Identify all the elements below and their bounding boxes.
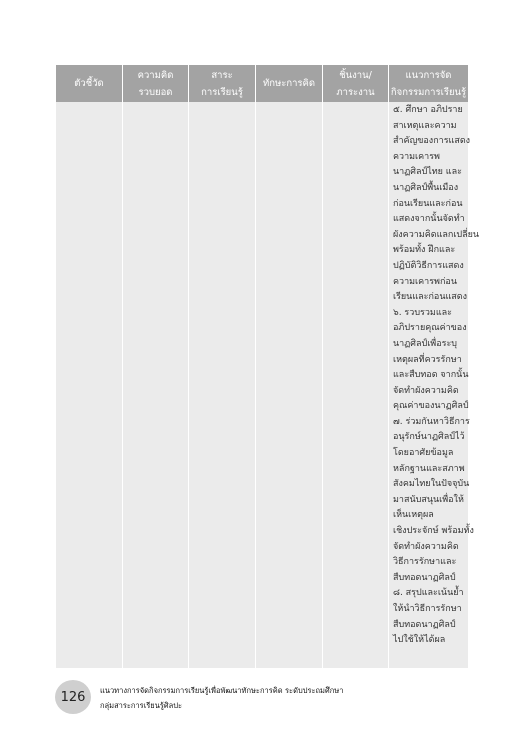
header-thinking-skill xyxy=(256,65,323,102)
header-activities-line1: แนวการจัด xyxy=(405,69,452,81)
activity-line: ๕. ศึกษา อภิปราย xyxy=(393,105,463,115)
page-number: 126 xyxy=(60,689,86,705)
activity-line: ให้นำวิธีการรักษา xyxy=(393,604,462,614)
activity-line: คุณค่าของนาฏศิลป์ xyxy=(393,401,469,412)
curriculum-table xyxy=(56,65,480,668)
activity-line: ๖. รวบรวมและ xyxy=(393,307,453,318)
activity-line: โดยอาศัยข้อมูล xyxy=(393,448,454,459)
activity-line: เห็นเหตุผล xyxy=(393,510,434,521)
footer-title xyxy=(100,683,343,713)
header-concept-line1: ความคิด xyxy=(137,69,174,81)
header-thinking-skill-label: ทักษะการคิด xyxy=(262,78,316,89)
activity-line: เหตุผลที่ควรรักษา xyxy=(393,354,462,365)
header-indicator xyxy=(56,65,123,102)
activity-line: สำคัญของการแสดง xyxy=(393,136,471,147)
activity-line: สืบทอดนาฏศิลป์ xyxy=(393,619,456,630)
activity-line: ผังความคิดแลกเปลี่ยน xyxy=(393,229,480,240)
activity-line: จัดทำผังความคิด xyxy=(393,385,459,396)
activity-line: สาเหตุและความ xyxy=(393,120,457,131)
cell-thinking-skill xyxy=(256,102,323,668)
header-task-line2: ภาระงาน xyxy=(336,86,375,98)
cell-activities xyxy=(389,102,480,668)
activity-line: นาฏศิลป์ไทย และ xyxy=(393,167,462,178)
header-activities xyxy=(389,65,468,102)
table-header xyxy=(56,65,468,102)
page-number-badge xyxy=(55,680,91,714)
activity-line: ไปใช้ให้ได้ผล xyxy=(393,635,446,646)
cell-concept xyxy=(123,102,189,668)
activity-line: นาฏศิลป์พื้นเมือง xyxy=(393,182,459,193)
cell-indicator xyxy=(56,102,123,668)
activity-line: จัดทำผังความคิด xyxy=(393,541,459,552)
header-content-line1: สาระ xyxy=(211,69,233,81)
activity-line: อภิปรายคุณค่าของ xyxy=(393,323,467,334)
activity-line: ปฏิบัติวิธีการแสดง xyxy=(393,260,464,271)
activity-line: นาฏศิลป์เพื่อระบุ xyxy=(393,338,457,349)
activity-line: สังคมไทยในปัจจุบัน xyxy=(393,479,470,490)
activity-line: วิธีการรักษาและ xyxy=(393,557,457,568)
activity-line: ก่อนเรียนและก่อน xyxy=(393,198,463,209)
activity-line: ๘. สรุปและเน้นย้ำ xyxy=(393,588,464,599)
header-indicator-label: ตัวชี้วัด xyxy=(74,78,104,89)
activity-line: สืบทอดนาฏศิลป์ xyxy=(393,572,456,583)
activity-line: มาสนับสนุนเพื่อให้ xyxy=(393,494,464,505)
footer-line-2: กลุ่มสาระการเรียนรู้ศิลปะ xyxy=(100,701,182,710)
activity-line: ความเคารพก่อน xyxy=(393,276,457,287)
activity-line: ความเคารพ xyxy=(393,151,440,162)
activity-line: หลักฐานและสภาพ xyxy=(393,463,465,474)
header-concept-line2: รวบยอด xyxy=(138,86,173,98)
table-body xyxy=(56,102,480,668)
activity-line: ๗. ร่วมกันหาวิธีการ xyxy=(393,416,470,427)
activity-line: เชิงประจักษ์ พร้อมทั้ง xyxy=(393,526,474,537)
header-content xyxy=(189,65,256,102)
cell-content xyxy=(189,102,256,668)
header-concept xyxy=(123,65,189,102)
footer-line-1: แนวทางการจัดกิจกรรมการเรียนรู้เพื่อพัฒนาทักษะการคิด ระดับประถมศึกษา xyxy=(100,686,344,695)
header-activities-line2: กิจกรรมการเรียนรู้ xyxy=(390,86,467,98)
header-task xyxy=(323,65,389,102)
cell-task xyxy=(323,102,389,668)
activity-line: แสดงจากนั้นจัดทำ xyxy=(393,214,465,225)
header-content-line2: การเรียนรู้ xyxy=(201,86,243,98)
activity-line: พร้อมทั้ง ฝึกและ xyxy=(393,245,456,256)
activity-line: และสืบทอด จากนั้น xyxy=(393,370,469,381)
header-task-line1: ชิ้นงาน/ xyxy=(339,69,372,81)
activity-line: อนุรักษ์นาฏศิลป์ไว้ xyxy=(393,432,465,443)
activity-line: เรียนและก่อนแสดง xyxy=(393,292,468,303)
